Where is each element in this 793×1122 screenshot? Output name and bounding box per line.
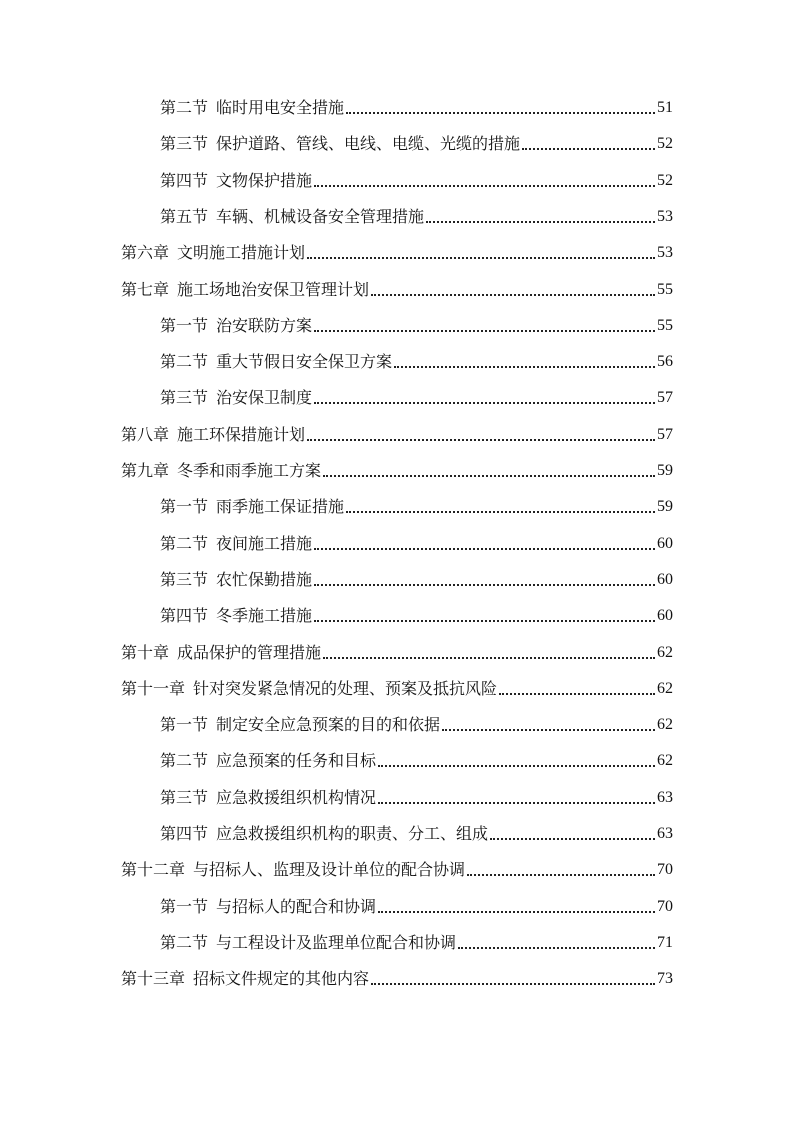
dot-leader — [307, 423, 655, 447]
entry-number: 第二节 — [160, 98, 209, 117]
entry-number: 第三节 — [160, 134, 209, 154]
entry-page-number: 62 — [657, 679, 673, 697]
dot-leader — [314, 604, 655, 628]
entry-number: 第四节 — [160, 170, 209, 190]
toc-entry-section[interactable] — [160, 713, 673, 737]
entry-page-number: 57 — [657, 425, 673, 443]
entry-page-number: 57 — [657, 389, 673, 407]
dot-leader — [378, 786, 655, 810]
entry-title: 招标文件规定的其他内容 — [193, 969, 370, 989]
entry-number: 第一节 — [160, 715, 209, 735]
entry-number: 第五节 — [160, 206, 209, 226]
entry-page-number: 62 — [657, 752, 673, 770]
entry-number: 第一节 — [160, 497, 209, 517]
entry-page-number: 52 — [657, 135, 673, 153]
toc-entry-section[interactable] — [160, 532, 673, 556]
entry-number: 第二节 — [160, 352, 209, 372]
entry-title: 应急救援组织机构的职责、分工、组成 — [216, 824, 489, 843]
entry-number: 第十二章 — [121, 860, 186, 880]
entry-page-number: 53 — [657, 207, 673, 225]
toc-entry-section[interactable] — [160, 568, 673, 592]
entry-page-number: 60 — [657, 607, 673, 625]
dot-leader — [323, 459, 655, 483]
entry-title: 冬季和雨季施工方案 — [177, 461, 322, 480]
entry-number: 第一节 — [160, 315, 209, 335]
entry-title: 保护道路、管线、电线、电缆、光缆的措施 — [216, 134, 521, 154]
entry-title: 文物保护措施 — [216, 170, 313, 190]
dot-leader — [314, 386, 655, 410]
toc-entry-chapter[interactable] — [121, 241, 673, 265]
dot-leader — [314, 532, 655, 556]
toc-entry-section[interactable] — [160, 895, 673, 919]
dot-leader — [314, 169, 655, 193]
toc-entry-section[interactable] — [160, 822, 673, 846]
entry-title: 与招标人的配合和协调 — [216, 896, 377, 916]
entry-number: 第十章 — [121, 642, 170, 662]
dot-leader — [346, 495, 655, 519]
entry-page-number: 62 — [657, 716, 673, 734]
toc-entry-section[interactable] — [160, 749, 673, 773]
entry-title: 施工场地治安保卫管理计划 — [177, 279, 370, 299]
entry-number: 第三节 — [160, 388, 209, 408]
toc-entry-section[interactable] — [160, 604, 673, 628]
dot-leader — [378, 749, 655, 773]
dot-leader — [323, 641, 655, 665]
entry-page-number: 63 — [657, 825, 673, 842]
dot-leader — [371, 278, 655, 302]
entry-title: 临时用电安全措施 — [216, 98, 345, 117]
entry-number: 第三节 — [160, 569, 209, 589]
dot-leader — [522, 132, 655, 156]
entry-page-number: 59 — [657, 498, 673, 516]
entry-number: 第七章 — [121, 279, 170, 299]
entry-number: 第十三章 — [121, 969, 186, 989]
dot-leader — [378, 895, 655, 919]
entry-title: 冬季施工措施 — [216, 606, 313, 626]
entry-page-number: 53 — [657, 244, 673, 262]
entry-number: 第一节 — [160, 896, 209, 916]
entry-title: 治安保卫制度 — [216, 388, 313, 408]
entry-title: 文明施工措施计划 — [177, 243, 306, 263]
entry-title: 与招标人、监理及设计单位的配合协调 — [193, 860, 466, 880]
entry-page-number: 51 — [657, 99, 673, 116]
toc-entry-chapter[interactable] — [121, 641, 673, 665]
dot-leader — [467, 858, 655, 882]
entry-title: 农忙保勤措施 — [216, 569, 313, 589]
entry-number: 第六章 — [121, 243, 170, 263]
entry-title: 雨季施工保证措施 — [216, 497, 345, 517]
entry-title: 重大节假日安全保卫方案 — [216, 352, 393, 372]
entry-title: 成品保护的管理措施 — [177, 642, 322, 662]
toc-entry-section[interactable] — [160, 931, 673, 955]
toc-entry-chapter[interactable] — [121, 278, 673, 302]
toc-entry-section[interactable] — [160, 205, 673, 229]
entry-title: 制定安全应急预案的目的和依据 — [216, 715, 441, 735]
dot-leader — [314, 314, 655, 338]
entry-title: 针对突发紧急情况的处理、预案及抵抗风险 — [193, 678, 498, 698]
toc-entry-section[interactable] — [160, 350, 673, 374]
dot-leader — [442, 713, 655, 737]
entry-page-number: 55 — [657, 316, 673, 334]
entry-page-number: 60 — [657, 534, 673, 552]
toc-entry-section[interactable] — [160, 314, 673, 338]
dot-leader — [426, 205, 655, 229]
dot-leader — [458, 931, 655, 955]
dot-leader — [371, 967, 655, 991]
dot-leader — [490, 822, 655, 846]
toc-entry-chapter[interactable] — [121, 677, 673, 701]
toc-entry-section[interactable] — [160, 132, 673, 156]
entry-title: 治安联防方案 — [216, 315, 313, 335]
entry-number: 第十一章 — [121, 678, 186, 698]
entry-title: 车辆、机械设备安全管理措施 — [216, 206, 425, 226]
entry-number: 第三节 — [160, 787, 209, 807]
dot-leader — [314, 568, 655, 592]
dot-leader — [499, 677, 655, 701]
entry-number: 第四节 — [160, 606, 209, 626]
entry-number: 第二节 — [160, 751, 209, 771]
toc-entry-section[interactable] — [160, 786, 673, 810]
entry-page-number: 59 — [657, 462, 673, 479]
dot-leader — [394, 350, 655, 374]
entry-page-number: 60 — [657, 570, 673, 588]
dot-leader — [307, 241, 655, 265]
entry-page-number: 62 — [657, 643, 673, 661]
entry-number: 第八章 — [121, 424, 170, 444]
entry-title: 应急预案的任务和目标 — [216, 751, 377, 771]
toc-entry-section[interactable] — [160, 96, 673, 120]
entry-number: 第九章 — [121, 461, 170, 480]
entry-number: 第二节 — [160, 932, 209, 952]
toc-entry-chapter[interactable] — [121, 459, 673, 483]
toc-entry-chapter[interactable] — [121, 858, 673, 882]
dot-leader — [346, 96, 655, 120]
entry-title: 应急救援组织机构情况 — [216, 787, 377, 807]
toc-entry-section[interactable] — [160, 169, 673, 193]
entry-number: 第四节 — [160, 824, 209, 843]
entry-page-number: 73 — [657, 970, 673, 988]
entry-page-number: 63 — [657, 788, 673, 806]
toc-entry-section[interactable] — [160, 495, 673, 519]
entry-number: 第二节 — [160, 533, 209, 553]
entry-title: 夜间施工措施 — [216, 533, 313, 553]
toc-entry-chapter[interactable] — [121, 967, 673, 991]
toc-entry-section[interactable] — [160, 386, 673, 410]
entry-page-number: 70 — [657, 897, 673, 915]
entry-page-number: 70 — [657, 861, 673, 879]
entry-page-number: 71 — [657, 933, 673, 951]
entry-title: 施工环保措施计划 — [177, 424, 306, 444]
entry-page-number: 52 — [657, 171, 673, 189]
entry-page-number: 55 — [657, 280, 673, 298]
entry-page-number: 56 — [657, 353, 673, 371]
toc-entry-chapter[interactable] — [121, 423, 673, 447]
entry-title: 与工程设计及监理单位配合和协调 — [216, 932, 457, 952]
